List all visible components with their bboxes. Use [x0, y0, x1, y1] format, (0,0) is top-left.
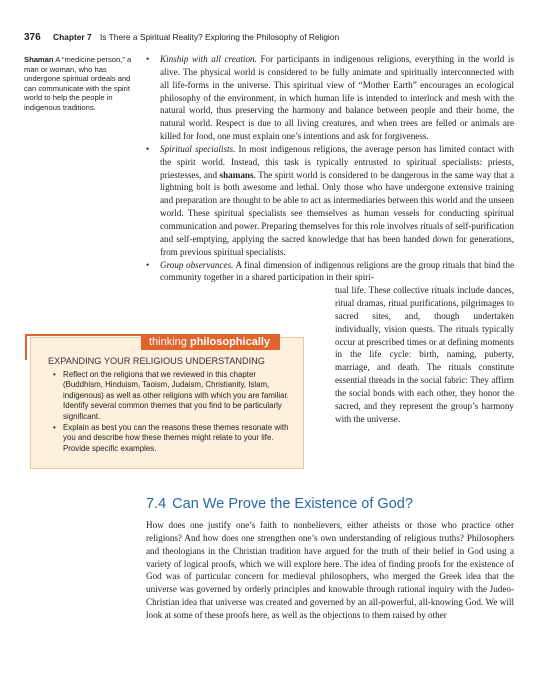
bullet-dot-icon: •	[53, 370, 56, 379]
box-list-text: Explain as best you can the reasons these themes resonate with you and describe how these themes might relate to your life. Provide specific examples.	[63, 423, 289, 453]
box-accent-rule-vertical	[25, 334, 27, 360]
section-number: 7.4	[146, 496, 167, 512]
bullet-text: . The spirit world is considered to be dangerous in the same way that a lightning bolt is both awesome and lethal. Only those who have undergone extensive training and preparation are thought to be able to act as intermediaries between this world and the unseen world. These spiritual specialists see themselves as human vessels for conducting spiritual communication and power. Preparing themselves for this role involves rituals of self-purification and self-emptying, applying the sacred knowledge that has been handed down for generations, from previous spiritual specialists.	[160, 169, 515, 257]
bullet-dot-icon: •	[53, 423, 56, 433]
bullet-dot-icon: •	[146, 143, 150, 154]
box-title	[141, 334, 280, 350]
bullet-item-kinship	[146, 53, 514, 143]
glossary-term: Shaman	[24, 55, 54, 64]
section-paragraph: How does one justify one’s faith to nonbelievers, either atheists or those who practice other religions? And how does one strengthen one’s own understanding of religious truths? Philosophers and theologians in the Christian tradition have argued for the truth of their belief in God using a variety of logical proofs, which we will explore here. The idea of finding proofs for the existence of God was of particular concern for medieval philosophers, who merged the Greek idea that the universe was governed by orderly principles and knowable through rational inquiry with the Judeo-Christian idea that universe was created and governed by an all-powerful, all-knowing God. We will look at some of these proofs here, as well as the objections to them raised by other	[146, 520, 514, 620]
bullet-key-term: shamans	[219, 169, 254, 180]
bullet-text: In most indigenous religions, the average person has limited contact with the spirit world. Instead, this task is typically entrusted to spiritual specialists: priests, priestesses, and	[160, 143, 514, 180]
section-title-text: Can We Prove the Existence of God?	[172, 496, 413, 512]
margin-glossary-note	[24, 55, 136, 113]
bullet-title: Spiritual specialists.	[160, 143, 236, 154]
box-list-item	[53, 370, 295, 422]
bullet-text: For participants in indigenous religions, everything in the world is alive. The physical world is considered to be fully animate and spiritually interconnected with all life-forms in the universe. This spiritual view of “Mother Earth” encourages an ecological philosophy of the environment, in which human life is intended to interlock and mesh with the natural world, thus preserving the harmony and balance between people and their home, the natural world. Respect is due to all living creatures, and when trees are felled or animals are killed for food, one must explain one’s intentions and ask for forgiveness.	[160, 54, 515, 142]
bullet-dot-icon: •	[146, 54, 150, 64]
box-list	[53, 370, 295, 455]
box-list-text: Reflect on the religions that we reviewed in this chapter (Buddhism, Hinduism, Taoism, Judaism, Christianity, Islam, indigenous) as well as other religions with which you are familiar. Identify several common themes that you find to be particularly significant.	[63, 370, 289, 421]
bullet-dot-icon: •	[146, 259, 150, 270]
box-list-item	[53, 423, 295, 454]
running-header	[24, 32, 514, 43]
box-heading: EXPANDING YOUR RELIGIOUS UNDERSTANDING	[48, 356, 265, 366]
box-accent-rule	[25, 334, 143, 336]
page-number: 376	[24, 32, 41, 43]
bullet-item-specialists	[146, 143, 514, 259]
section-heading	[146, 496, 413, 512]
chapter-label: Chapter 7	[53, 32, 92, 42]
thinking-philosophically-box	[30, 337, 304, 469]
bullet-title: Group observances.	[160, 259, 234, 270]
bullet-title: Kinship with all creation.	[160, 54, 257, 64]
chapter-title: Is There a Spiritual Reality? Exploring the Philosophy of Religion	[99, 32, 340, 42]
box-title-light: thinking	[149, 336, 187, 348]
glossary-definition: A “medicine person,” a man or woman, who has undergone spiritual ordeals and can communicate with the spirit world to help the people in indigenous traditions.	[24, 55, 132, 112]
bullet-text: A final dimension of indigenous religions are the group rituals that bind the community together in a shared participation in their spiri-	[160, 259, 515, 283]
box-title-bold: philosophically	[189, 336, 271, 348]
bullet-text-wrapped: tual life. These collective rituals include dances, ritual dramas, ritual purifications, pilgrimages to sacred sites, and, though undertaken individually, vision quests. The rituals typically occur at prescribed times or at defining moments in the life cycle: birth, naming, puberty, marriage, and death. The rituals constitute essential threads in the social fabric: They affirm the social bonds with each other, they honor the sacred, and they represent the group’s harmony with the universe.	[335, 285, 514, 424]
